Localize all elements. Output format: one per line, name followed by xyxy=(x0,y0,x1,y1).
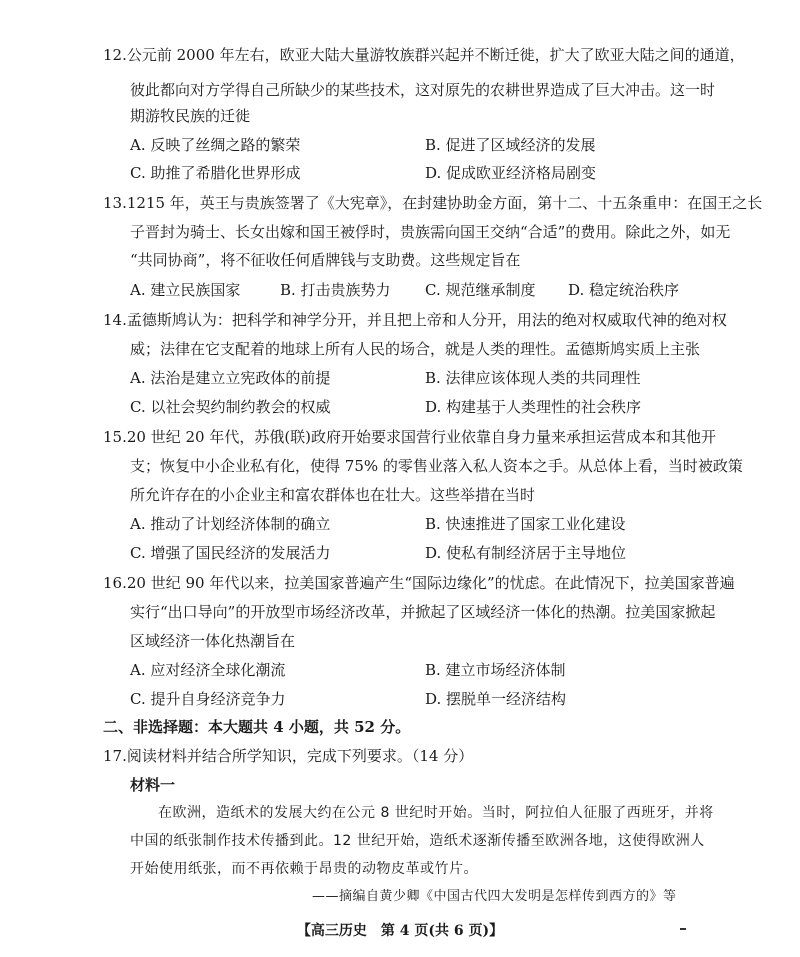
q15-stem-line-2: 支；恢复中小企业私有化，使得 75% 的零售业落入私人资本之手。从总体上看，当时被政策 xyxy=(130,457,743,475)
q14-option-b: B. 法律应该体现人类的共同理性 xyxy=(425,369,641,387)
q14-option-d: D. 构建基于人类理性的社会秩序 xyxy=(425,398,642,416)
q14-option-a: A. 法治是建立立宪政体的前提 xyxy=(130,369,331,387)
q12-stem-line-2: 彼此都向对方学得自己所缺少的某些技术，这对原先的农耕世界造成了巨大冲击。这一时 xyxy=(130,81,716,99)
page-footer: 【高三历史 第 4 页(共 6 页)】 xyxy=(296,923,504,939)
q17-material-title: 材料一 xyxy=(130,776,176,794)
q15-stem-line-1: 15.20 世纪 20 年代，苏俄(联)政府开始要求国营行业依靠自身力量来承担运营成本和其他开 xyxy=(103,428,717,446)
section-2-heading: 二、非选择题：本大题共 4 小题，共 52 分。 xyxy=(103,718,411,736)
q12-option-a: A. 反映了丝绸之路的繁荣 xyxy=(130,136,301,154)
q13-option-d: D. 稳定统治秩序 xyxy=(568,281,680,299)
q14-stem-line-2: 威；法律在它支配着的地球上所有人民的场合，就是人类的理性。孟德斯鸠实质上主张 xyxy=(130,340,701,358)
q16-option-a: A. 应对经济全球化潮流 xyxy=(130,661,286,679)
q15-option-a: A. 推动了计划经济体制的确立 xyxy=(130,515,331,533)
q13-stem-line-2: 子晋封为骑士、长女出嫁和国王被俘时，贵族需向国王交纳“合适”的费用。除此之外，如无 xyxy=(130,223,731,241)
q13-stem-line-1: 13.1215 年，英王与贵族签署了《大宪章》，在封建协助金方面，第十二、十五条重申：在国王之长 xyxy=(103,194,763,212)
q16-option-d: D. 摆脱单一经济结构 xyxy=(425,690,567,708)
q12-option-b: B. 促进了区域经济的发展 xyxy=(425,136,596,154)
q13-option-b: B. 打击贵族势力 xyxy=(280,281,391,299)
q16-stem-line-3: 区域经济一体化热潮旨在 xyxy=(130,632,296,650)
q14-stem-line-1: 14.孟德斯鸠认为：把科学和神学分开，并且把上帝和人分开，用法的绝对权威取代神的绝对权 xyxy=(103,311,727,329)
q17-material-source: ——摘编自黄少卿《中国古代四大发明是怎样传到西方的》等 xyxy=(312,889,677,904)
q13-option-a: A. 建立民族国家 xyxy=(130,281,241,299)
q12-stem-line-1: 12.公元前 2000 年左右，欧亚大陆大量游牧族群兴起并不断迁徙，扩大了欧亚大陆之间的通道， xyxy=(103,46,745,64)
q12-option-d: D. 促成欧亚经济格局剧变 xyxy=(425,164,597,182)
q16-option-c: C. 提升自身经济竞争力 xyxy=(130,690,286,708)
q17-material-line-3: 开始使用纸张，而不再依赖于昂贵的动物皮革或竹片。 xyxy=(130,861,478,877)
q13-option-c: C. 规范继承制度 xyxy=(425,281,536,299)
q15-stem-line-3: 所允许存在的小企业主和富农群体也在壮大。这些举措在当时 xyxy=(130,486,536,504)
q15-option-d: D. 使私有制经济居于主导地位 xyxy=(425,544,627,562)
q17-material-line-1: 在欧洲，造纸术的发展大约在公元 8 世纪时开始。当时，阿拉伯人征服了西班牙，并将 xyxy=(158,805,714,821)
q16-stem-line-1: 16.20 世纪 90 年代以来，拉美国家普遍产生“国际边缘化”的忧虑。在此情况下，拉美国家普遍 xyxy=(103,574,735,592)
q13-stem-line-3: “共同协商”，将不征收任何盾牌钱与支助费。这些规定旨在 xyxy=(130,251,521,269)
q17-material-line-2: 中国的纸张制作技术传播到此。12 世纪开始，造纸术逐渐传播至欧洲各地，这使得欧洲人 xyxy=(130,833,705,849)
q14-option-c: C. 以社会契约制约教会的权威 xyxy=(130,398,331,416)
q12-option-c: C. 助推了希腊化世界形成 xyxy=(130,164,301,182)
q16-option-b: B. 建立市场经济体制 xyxy=(425,661,566,679)
q17-stem: 17.阅读材料并结合所学知识，完成下列要求。（14 分） xyxy=(103,747,474,765)
corner-mark xyxy=(680,928,686,930)
q12-stem-line-3: 期游牧民族的迁徙 xyxy=(130,107,251,125)
q15-option-c: C. 增强了国民经济的发展活力 xyxy=(130,544,331,562)
q16-stem-line-2: 实行“出口导向”的开放型市场经济改革，并掀起了区域经济一体化的热潮。拉美国家掀起 xyxy=(130,603,716,621)
q15-option-b: B. 快速推进了国家工业化建设 xyxy=(425,515,626,533)
